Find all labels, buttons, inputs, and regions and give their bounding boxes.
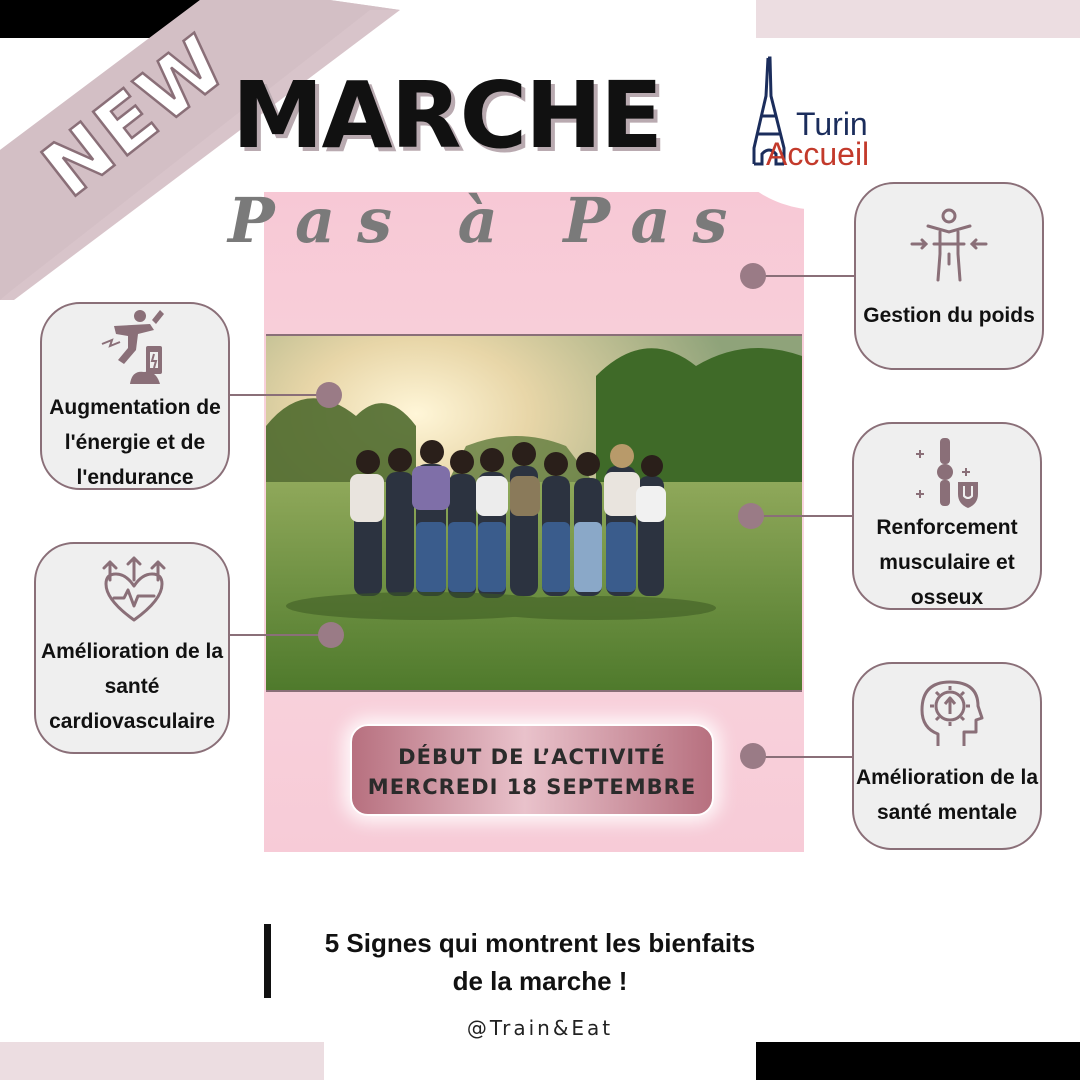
bottom-right-bar <box>756 1042 1080 1080</box>
tagline <box>290 924 790 1000</box>
page-subtitle: Pas à Pas <box>228 184 750 257</box>
benefit-card-mental <box>852 662 1042 850</box>
dot-mental <box>740 743 766 769</box>
benefit-label-weight: Gestion du poids <box>863 304 1035 327</box>
activity-start-label: DÉBUT DE L’ACTIVITÉ <box>398 745 666 769</box>
group-walking-photo <box>266 334 802 692</box>
bone-joint-shield-icon <box>908 436 992 510</box>
head-gear-icon <box>916 676 984 748</box>
activity-start-banner <box>350 724 714 816</box>
benefit-card-weight <box>854 182 1044 370</box>
logo-accueil: Accueil <box>766 136 870 172</box>
jumping-person-battery-icon <box>94 306 180 386</box>
tagline-line-1: 5 Signes qui montrent les bienfaits <box>324 928 756 958</box>
benefit-card-energy <box>40 302 230 490</box>
bottom-left-bar <box>0 1042 324 1080</box>
connector-muscle <box>764 515 854 517</box>
dot-weight <box>740 263 766 289</box>
benefit-label-energy: Augmentation de l'énergie et de l'endurance <box>49 396 221 489</box>
social-handle: @Train&Eat <box>466 1016 614 1040</box>
page-title: MARCHE <box>232 62 661 169</box>
connector-energy <box>228 394 328 396</box>
benefit-label-cardio: Amélioration de la santé cardiovasculaire <box>40 640 224 733</box>
dot-muscle <box>738 503 764 529</box>
tagline-line-2: de la marche ! <box>452 966 628 996</box>
benefit-card-muscle <box>852 422 1042 610</box>
new-ribbon-label: NEW <box>26 17 243 215</box>
benefit-label-mental: Amélioration de la santé mentale <box>855 766 1039 824</box>
activity-start-date: MERCREDI 18 SEPTEMBRE <box>367 775 697 799</box>
body-measure-icon <box>908 204 990 286</box>
heart-arrows-icon <box>98 556 170 626</box>
benefit-label-muscle: Renforcement musculaire et osseux <box>876 516 1018 609</box>
benefit-card-cardio <box>34 542 230 754</box>
dot-energy <box>316 382 342 408</box>
dot-cardio <box>318 622 344 648</box>
connector-mental <box>764 756 854 758</box>
connector-cardio <box>228 634 330 636</box>
top-right-bar <box>756 0 1080 38</box>
tagline-accent-bar <box>264 924 271 998</box>
connector-weight <box>764 275 856 277</box>
logo-turin: Turin <box>796 106 868 142</box>
